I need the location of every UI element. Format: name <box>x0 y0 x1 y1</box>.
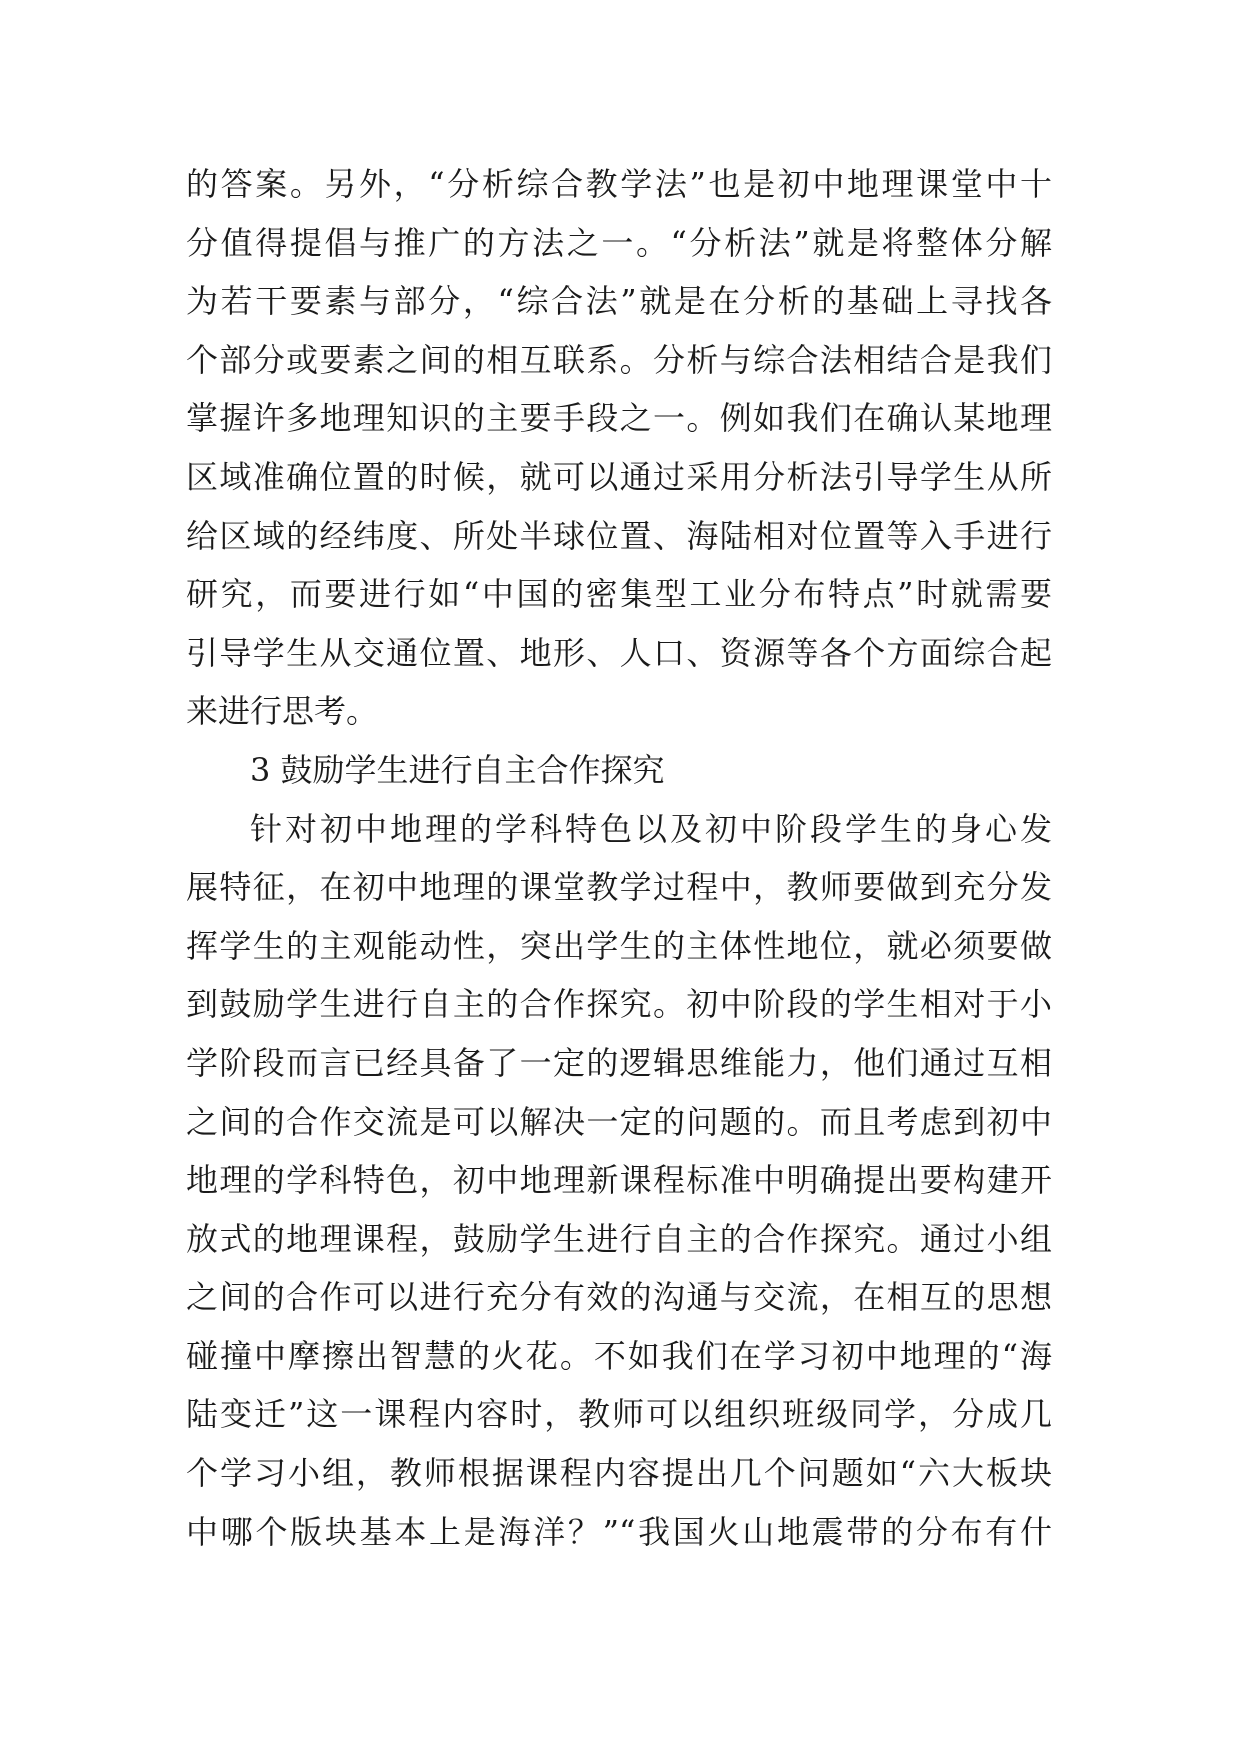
text-line: 分值得提倡与推广的方法之一。“分析法”就是将整体分解 <box>186 223 1052 262</box>
text-line: 来进行思考。 <box>186 692 379 731</box>
text-line: 放式的地理课程，鼓励学生进行自主的合作探究。通过小组 <box>186 1219 1052 1258</box>
text-line: 展特征，在初中地理的课堂教学过程中，教师要做到充分发 <box>186 868 1052 907</box>
text-line: 陆变迁”这一课程内容时，教师可以组织班级同学，分成几 <box>186 1395 1052 1434</box>
text-line: 研究，而要进行如“中国的密集型工业分布特点”时就需要 <box>186 575 1052 614</box>
text-line: 的答案。另外，“分析综合教学法”也是初中地理课堂中十 <box>186 165 1052 203</box>
text-line: 为若干要素与部分，“综合法”就是在分析的基础上寻找各 <box>186 282 1052 321</box>
text-line: 针对初中地理的学科特色以及初中阶段学生的身心发 <box>250 809 1052 848</box>
text-line: 挥学生的主观能动性，突出学生的主体性地位，就必须要做 <box>186 926 1052 965</box>
text-line: 个部分或要素之间的相互联系。分析与综合法相结合是我们 <box>186 340 1052 379</box>
text-line: 个学习小组，教师根据课程内容提出几个问题如“六大板块 <box>186 1454 1052 1493</box>
text-line: 给区域的经纬度、所处半球位置、海陆相对位置等入手进行 <box>186 516 1052 555</box>
text-line: 之间的合作交流是可以解决一定的问题的。而且考虑到初中 <box>186 1102 1052 1141</box>
text-line: 学阶段而言已经具备了一定的逻辑思维能力，他们通过互相 <box>186 1043 1052 1082</box>
text-line: 中哪个版块基本上是海洋？”“我国火山地震带的分布有什 <box>186 1512 1052 1551</box>
text-line: 碰撞中摩擦出智慧的火花。不如我们在学习初中地理的“海 <box>186 1336 1052 1375</box>
body-text <box>186 155 1052 1561</box>
text-line: 掌握许多地理知识的主要手段之一。例如我们在确认某地理 <box>186 399 1052 438</box>
text-line: 引导学生从交通位置、地形、人口、资源等各个方面综合起 <box>186 633 1052 672</box>
text-line: 之间的合作可以进行充分有效的沟通与交流，在相互的思想 <box>186 1278 1052 1317</box>
text-line: 区域准确位置的时候，就可以通过采用分析法引导学生从所 <box>186 457 1052 496</box>
section-heading: 3 鼓励学生进行自主合作探究 <box>250 750 665 789</box>
text-line: 地理的学科特色，初中地理新课程标准中明确提出要构建开 <box>186 1161 1052 1200</box>
text-line: 到鼓励学生进行自主的合作探究。初中阶段的学生相对于小 <box>186 985 1052 1024</box>
